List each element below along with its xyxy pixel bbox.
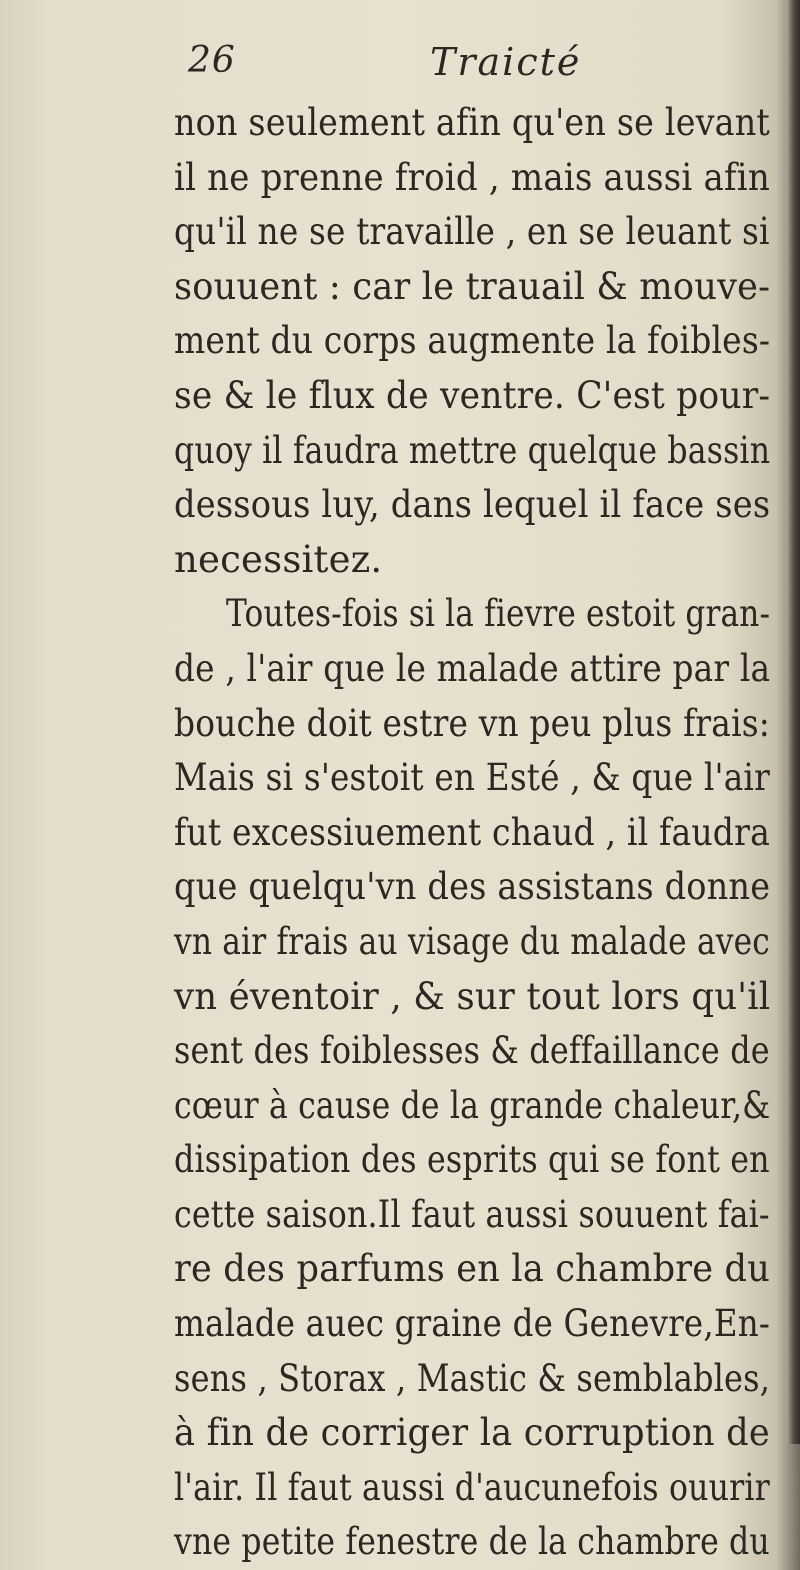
text-line: qu'il ne se travaille , en se leuant si bbox=[174, 210, 770, 254]
text-line: cœur à cause de la grande chaleur,& bbox=[174, 1083, 771, 1127]
text-line: ment du corps augmente la foibles- bbox=[174, 319, 771, 363]
text-line: vn éventoir , & sur tout lors qu'il bbox=[174, 974, 771, 1018]
page-number: 26 bbox=[188, 40, 236, 81]
text-line: sent des foiblesses & deffaillance de bbox=[174, 1029, 770, 1073]
text-line: se & le flux de ventre. C'est pour- bbox=[174, 373, 771, 417]
text-line: sens , Storax , Mastic & semblables, bbox=[174, 1356, 771, 1400]
text-line: à fin de corriger la corruption de bbox=[174, 1411, 770, 1455]
running-head: Traicté bbox=[430, 40, 582, 84]
text-line: necessitez. bbox=[174, 537, 383, 581]
text-line: dessous luy, dans lequel il face ses bbox=[174, 483, 771, 527]
text-line: souuent : car le trauail & mouve- bbox=[174, 264, 771, 308]
text-line: il ne prenne froid , mais aussi afin bbox=[174, 155, 770, 199]
text-line: Mais si s'estoit en Esté , & que l'air bbox=[174, 756, 770, 800]
text-line: malade auec graine de Genevre,En- bbox=[174, 1302, 771, 1346]
body-text bbox=[174, 96, 770, 1570]
text-line: bouche doit estre vn peu plus frais: bbox=[174, 701, 771, 745]
text-line: vne petite fenestre de la chambre du bbox=[174, 1520, 770, 1564]
text-line: l'air. Il faut aussi d'aucunefois ouurir bbox=[174, 1465, 770, 1509]
text-line: vn air frais au visage du malade avec bbox=[174, 919, 770, 963]
text-line: cette saison.Il faut aussi souuent fai- bbox=[174, 1192, 770, 1236]
text-line: re des parfums en la chambre du bbox=[174, 1247, 771, 1291]
page-header bbox=[180, 40, 780, 96]
text-line: que quelqu'vn des assistans donne bbox=[174, 865, 771, 909]
text-line: non seulement afin qu'en se levant bbox=[174, 101, 771, 144]
text-line: quoy il faudra mettre quelque bassin bbox=[174, 428, 771, 472]
paragraph-start-line: Toutes-fois si la fievre estoit gran- bbox=[226, 592, 771, 636]
text-line: dissipation des esprits qui se font en bbox=[174, 1138, 770, 1182]
page-edge bbox=[786, 0, 800, 1444]
text-line: fut excessiuement chaud , il faudra bbox=[174, 810, 770, 854]
text-line: de , l'air que le malade attire par la bbox=[174, 646, 771, 690]
